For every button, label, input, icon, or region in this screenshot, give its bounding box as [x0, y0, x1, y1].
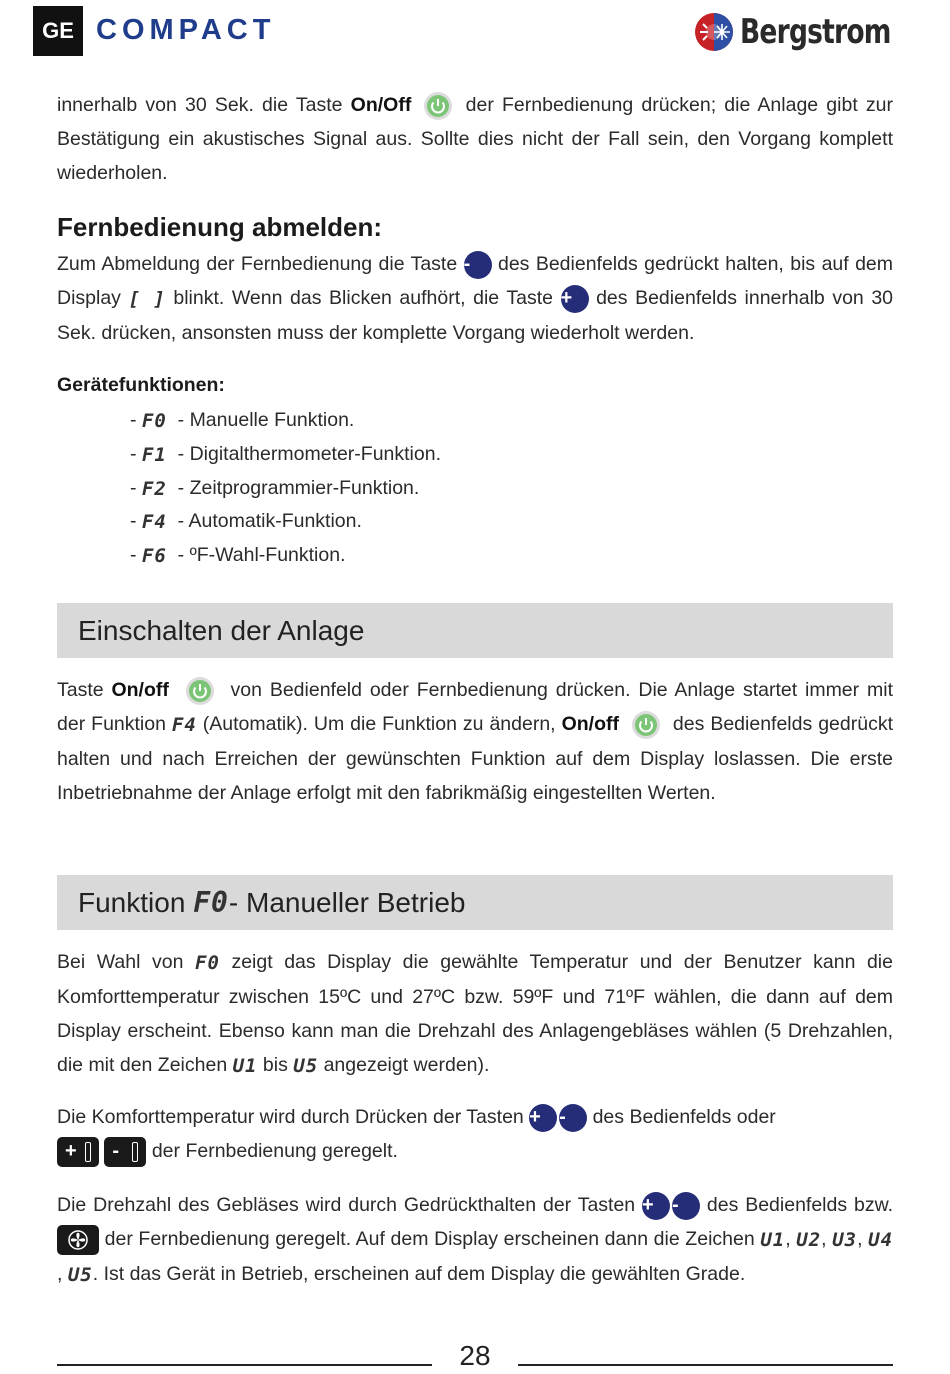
footer-rule-right: [518, 1364, 893, 1366]
section-band-switch-on: [57, 603, 893, 658]
page-number: 28: [459, 1340, 491, 1371]
manual-paragraph-3: Die Drehzahl des Gebläses wird durch Gedrückthalten der Tasten + - des Bedienfelds bzw. der Fernbedienung geregelt. Auf dem Display erscheinen dann die Zeichen U1, U2, U3, U4, U5. Ist das Gerät in Betrieb, erscheinen auf dem Display die gewählten Grade.: [57, 1188, 893, 1292]
intro-paragraph: innerhalb von 30 Sek. die Taste On/Off der Fernbedienung drücken; die Anlage gibt zur Bestätigung ein akustisches Signal aus. Sollte dies nicht der Fall sein, den Vorgang komplett wiederholen.: [57, 88, 893, 190]
display-code: U1: [232, 1054, 258, 1077]
power-icon: [185, 676, 215, 706]
power-icon: [423, 91, 453, 121]
fan-button-icon: [57, 1225, 99, 1255]
display-code: F0: [195, 951, 220, 974]
display-code: F0: [193, 886, 229, 919]
display-code: U5: [293, 1054, 319, 1077]
minus-button-icon: -: [672, 1192, 700, 1220]
remote-minus-icon: -: [104, 1137, 146, 1167]
snowflake-sun-logo-icon: [694, 12, 734, 52]
display-code: U3: [832, 1228, 858, 1251]
footer-rule-left: [57, 1364, 432, 1366]
minus-button-icon: -: [464, 251, 492, 279]
language-code: GE: [42, 18, 74, 43]
switch-on-paragraph: Taste On/off von Bedienfeld oder Fernbedienung drücken. Die Anlage startet immer mit der Funktion F4 (Automatik). Um die Funktion zu ändern, On/off des Bedienfelds gedrückt halten und nach Erreichen der gewünschten Funktion auf dem Display loslassen. Die erste Inbetriebnahme der Anlage erfolgt mit den fabrikmäßig eingestellten Werten.: [57, 673, 893, 810]
display-blank-symbol: [ ]: [128, 287, 166, 310]
display-code: U1: [760, 1228, 786, 1251]
manual-paragraph-2: Die Komforttemperatur wird durch Drücken der Tasten + - des Bedienfelds oder + - der Fernbedienung geregelt.: [57, 1100, 893, 1168]
power-icon: [631, 710, 661, 740]
plus-button-icon: +: [642, 1192, 670, 1220]
plus-button-icon: +: [529, 1104, 557, 1132]
plus-button-icon: +: [561, 285, 589, 313]
list-item: - F4 - Automatik-Funktion.: [130, 510, 362, 533]
display-code: F4: [171, 713, 197, 736]
section-title: Einschalten der Anlage: [78, 614, 365, 646]
manual-paragraph-1: Bei Wahl von F0 zeigt das Display die gewählte Temperatur und der Benutzer kann die Komforttemperatur zwischen 15ºC und 27ºC bzw. 59ºF und 71ºF wählen, die dann auf dem Display erscheint. Ebenso kann man die Drehzahl des Anlagengebläses wählen (5 Drehzahlen, die mit den Zeichen U1 bis U5 angezeigt werden).: [57, 945, 893, 1083]
minus-button-icon: -: [559, 1104, 587, 1132]
unpair-paragraph: Zum Abmeldung der Fernbedienung die Taste - des Bedienfelds gedrückt halten, bis auf dem Display [ ] blinkt. Wenn das Blicken aufhört, die Taste + des Bedienfelds innerhalb von 30 Sek. drücken, ansonsten muss der komplette Vorgang wiederholt werden.: [57, 252, 894, 344]
functions-heading: Gerätefunktionen:: [57, 374, 225, 396]
list-item: - F6 - ºF-Wahl-Funktion.: [130, 544, 346, 567]
remote-plus-icon: +: [57, 1137, 99, 1167]
series-title: COMPACT: [96, 14, 276, 46]
brand-logo: [694, 8, 933, 56]
list-item: - F1 - Digitalthermometer-Funktion.: [130, 443, 441, 466]
brand-name: Bergstrom: [740, 12, 891, 52]
section-heading-unpair: Fernbedienung abmelden:: [57, 212, 383, 242]
section-title: Funktion F0 - Manueller Betrieb: [78, 886, 466, 919]
list-item: - F2 - Zeitprogrammier-Funktion.: [130, 477, 420, 500]
section-band-manual: [57, 875, 893, 930]
language-badge: [33, 6, 83, 56]
list-item: - F0 - Manuelle Funktion.: [130, 409, 355, 432]
display-code: U5: [67, 1263, 93, 1286]
display-code: U4: [868, 1228, 894, 1251]
display-code: U2: [796, 1228, 822, 1251]
